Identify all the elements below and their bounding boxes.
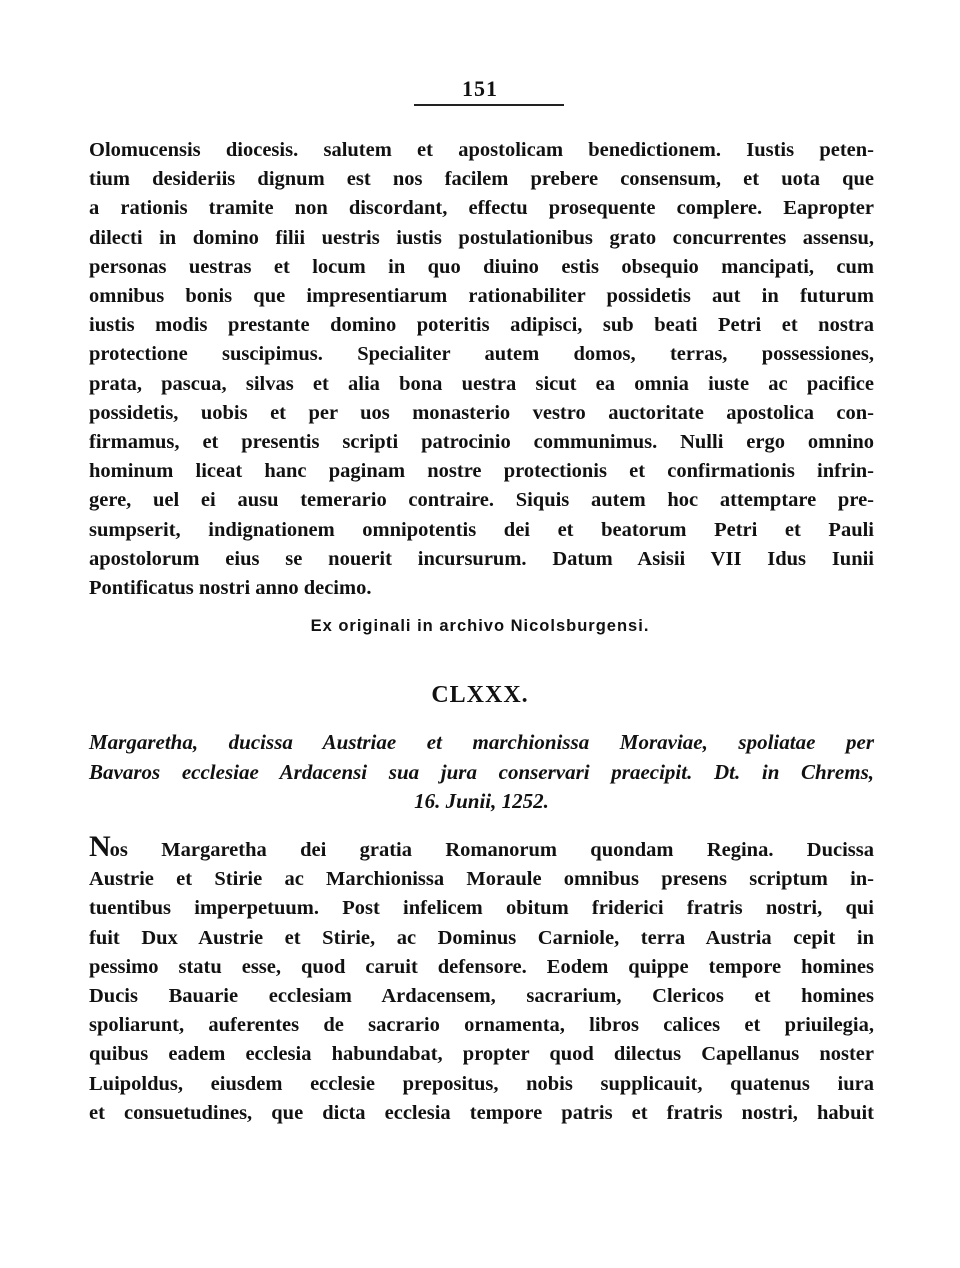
- summary-line: 16. Junii, 1252.: [414, 789, 549, 813]
- source-note: Ex originali in archivo Nicolsburgensi.: [310, 617, 650, 635]
- document-summary: [89, 728, 874, 817]
- text-line: tium desideriis dignum est nos facilem prebere consensum, et uota que: [89, 168, 874, 191]
- page-number: 151: [462, 76, 498, 101]
- text-line: pessimo statu esse, quod caruit defensore. Eodem quippe tempore homines: [89, 955, 874, 978]
- text-line: fuit Dux Austrie et Stirie, ac Dominus Carniole, terra Austria cepit in: [89, 926, 874, 949]
- text-line: sumpserit, indignationem omnipotentis dei et beatorum Petri et Pauli: [89, 518, 874, 541]
- text-line: Olomucensis diocesis. salutem et apostolicam benedictionem. Iustis peten-: [89, 139, 874, 161]
- text-line: spoliarunt, auferentes de sacrario ornamenta, libros calices et priuilegia,: [89, 1014, 874, 1037]
- text-line: dilecti in domino filii uestris iustis postulationibus grato concurrentes assensu,: [89, 226, 874, 249]
- header-rule: [414, 104, 564, 106]
- text-line: Luipoldus, eiusdem ecclesie prepositus, nobis supplicauit, quatenus iura: [89, 1072, 874, 1095]
- text-line: Pontificatus nostri anno decimo.: [89, 577, 372, 600]
- text-line: hominum liceat hanc paginam nostre protectionis et confirmationis infrin-: [89, 460, 874, 483]
- text-line: Austrie et Stirie ac Marchionissa Moraule omnibus presens scriptum in-: [89, 868, 874, 891]
- text-line: quibus eadem ecclesia habundabat, propter quod dilectus Capellanus noster: [89, 1043, 874, 1066]
- text-line: possidetis, uobis et per uos monasterio vestro auctoritate apostolica con-: [89, 401, 874, 424]
- text-line: gere, uel ei ausu temerario contraire. Siquis autem hoc attemptare pre-: [89, 489, 874, 512]
- summary-line: Margaretha, ducissa Austriae et marchionissa Moraviae, spoliatae per: [89, 730, 874, 754]
- summary-line: Bavaros ecclesiae Ardacensi sua jura conservari praecipit. Dt. in Chrems,: [89, 759, 874, 784]
- text-line: protectione suscipimus. Specialiter autem domos, terras, possessiones,: [89, 343, 874, 366]
- text-line: Ducis Bauarie ecclesiam Ardacensem, sacrarium, Clericos et homines: [89, 985, 874, 1008]
- text-line: prata, pascua, silvas et alia bona uestra sicut ea omnia iuste ac pacifice: [89, 372, 874, 395]
- text-line: et consuetudines, que dicta ecclesia tempore patris et fratris nostri, habuit: [89, 1101, 874, 1124]
- text-line: iustis modis prestante domino poteritis adipisci, sub beati Petri et nostra: [89, 314, 874, 337]
- text-line: a rationis tramite non discordant, effectu prosequente complere. Eapropter: [89, 197, 874, 220]
- document-body: [89, 832, 874, 1128]
- document-number: CLXXX.: [431, 682, 529, 708]
- first-line-text: os Margaretha dei gratia Romanorum quondam Regina. Ducissa: [109, 839, 874, 861]
- text-line: personas uestras et locum in quo diuino estis obsequio mancipati, cum: [89, 255, 874, 278]
- text-line: apostolorum eius se nouerit incursurum. Datum Asisii VII Idus Iunii: [89, 547, 874, 570]
- text-line-first: [89, 832, 874, 865]
- text-line: tuentibus imperpetuum. Post infelicem obitum friderici fratris nostri, qui: [89, 897, 874, 920]
- initial-letter: N: [89, 830, 110, 863]
- text-line: firmamus, et presentis scripti patrocinio communimus. Nulli ergo omnino: [89, 431, 874, 454]
- text-line: omnibus bonis que impresentiarum rationabiliter possidetis aut in futurum: [89, 285, 874, 308]
- document-body-continued: [89, 136, 874, 603]
